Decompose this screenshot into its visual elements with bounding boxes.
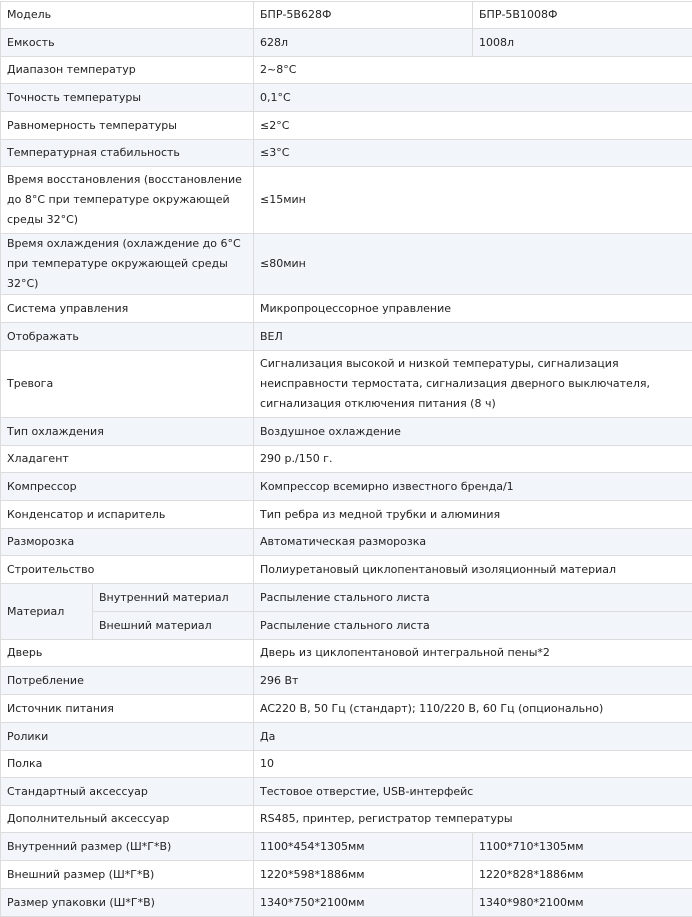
table-row [1,751,692,778]
row-value: RS485, принтер, регистратор температуры [254,806,692,833]
row-value: Воздушное охлаждение [254,418,692,446]
material-label: Материал [1,584,93,640]
table-row [1,112,692,140]
table-row [1,584,692,612]
row-value: Тип ребра из медной трубки и алюминия [254,501,692,529]
row-label: Дополнительный аксессуар [1,806,254,833]
table-row [1,351,692,418]
row-value: ≤15мин [254,167,692,234]
table-row [1,640,692,667]
row-value: ВЕЛ [254,323,692,351]
table-row [1,695,692,723]
row-value: ≤3°C [254,140,692,167]
row-label: Строительство [1,556,254,584]
model-2: БПР-5В1008Ф [473,2,692,29]
row-label: Стандартный аксессуар [1,778,254,806]
row-value: ≤80мин [254,234,692,295]
table-row [1,2,692,29]
table-row [1,29,692,57]
table-row [1,446,692,473]
row-label: Емкость [1,29,254,57]
table-row [1,889,692,917]
row-label: Время восстановления (восстановление до 8°C при температуре окружающей среды 32°C) [1,167,254,234]
row-label: Разморозка [1,529,254,556]
row-label: Температурная стабильность [1,140,254,167]
row-label: Дверь [1,640,254,667]
outer-material-value: Распыление стального листа [254,612,692,640]
row-label: Тревога [1,351,254,418]
table-row [1,167,692,234]
table-row [1,806,692,833]
row-value: 0,1°C [254,84,692,112]
row-value: Компрессор всемирно известного бренда/1 [254,473,692,501]
table-row [1,667,692,695]
outer-material-label: Внешний материал [93,612,254,640]
table-row [1,723,692,751]
row-value: Сигнализация высокой и низкой температуры, сигнализация неисправности термостата, сигнализация дверного выключателя, сигнализация отключения питания (8 ч) [254,351,692,418]
row-label: Тип охлаждения [1,418,254,446]
row-label: Полка [1,751,254,778]
row-label: Компрессор [1,473,254,501]
table-row [1,84,692,112]
row-value: 2~8°C [254,57,692,84]
table-row [1,140,692,167]
row-label: Конденсатор и испаритель [1,501,254,529]
inner-size-1: 1100*454*1305мм [254,833,473,861]
table-row [1,418,692,446]
table-row [1,234,692,295]
table-row [1,57,692,84]
row-value: Микропроцессорное управление [254,295,692,323]
package-size-2: 1340*980*2100мм [473,889,692,917]
capacity-2: 1008л [473,29,692,57]
table-row [1,473,692,501]
row-label: Точность температуры [1,84,254,112]
table-row [1,323,692,351]
row-label: Время охлаждения (охлаждение до 6°C при температуре окружающей среды 32°C) [1,234,254,295]
row-value: 296 Вт [254,667,692,695]
package-size-1: 1340*750*2100мм [254,889,473,917]
table-row [1,778,692,806]
inner-material-label: Внутренний материал [93,584,254,612]
row-value: Да [254,723,692,751]
row-label: Система управления [1,295,254,323]
table-row [1,612,692,640]
row-label: Размер упаковки (Ш*Г*В) [1,889,254,917]
table-row [1,501,692,529]
row-label: Хладагент [1,446,254,473]
row-label: Потребление [1,667,254,695]
table-row [1,556,692,584]
outer-size-1: 1220*598*1886мм [254,861,473,889]
inner-material-value: Распыление стального листа [254,584,692,612]
row-value: Полиуретановый циклопентановый изоляционный материал [254,556,692,584]
row-value: 10 [254,751,692,778]
row-label: Внутренний размер (Ш*Г*В) [1,833,254,861]
row-value: AC220 В, 50 Гц (стандарт); 110/220 В, 60 Гц (опционально) [254,695,692,723]
row-label: Диапазон температур [1,57,254,84]
row-label: Отображать [1,323,254,351]
spec-table [0,1,692,917]
outer-size-2: 1220*828*1886мм [473,861,692,889]
row-value: Автоматическая разморозка [254,529,692,556]
table-row [1,295,692,323]
table-row [1,833,692,861]
row-label: Ролики [1,723,254,751]
row-value: ≤2°C [254,112,692,140]
row-label: Источник питания [1,695,254,723]
table-row [1,861,692,889]
row-label: Модель [1,2,254,29]
row-value: Тестовое отверстие, USB-интерфейс [254,778,692,806]
row-value: 290 р./150 г. [254,446,692,473]
row-label: Равномерность температуры [1,112,254,140]
model-1: БПР-5В628Ф [254,2,473,29]
table-row [1,529,692,556]
capacity-1: 628л [254,29,473,57]
inner-size-2: 1100*710*1305мм [473,833,692,861]
row-label: Внешний размер (Ш*Г*В) [1,861,254,889]
row-value: Дверь из циклопентановой интегральной пены*2 [254,640,692,667]
